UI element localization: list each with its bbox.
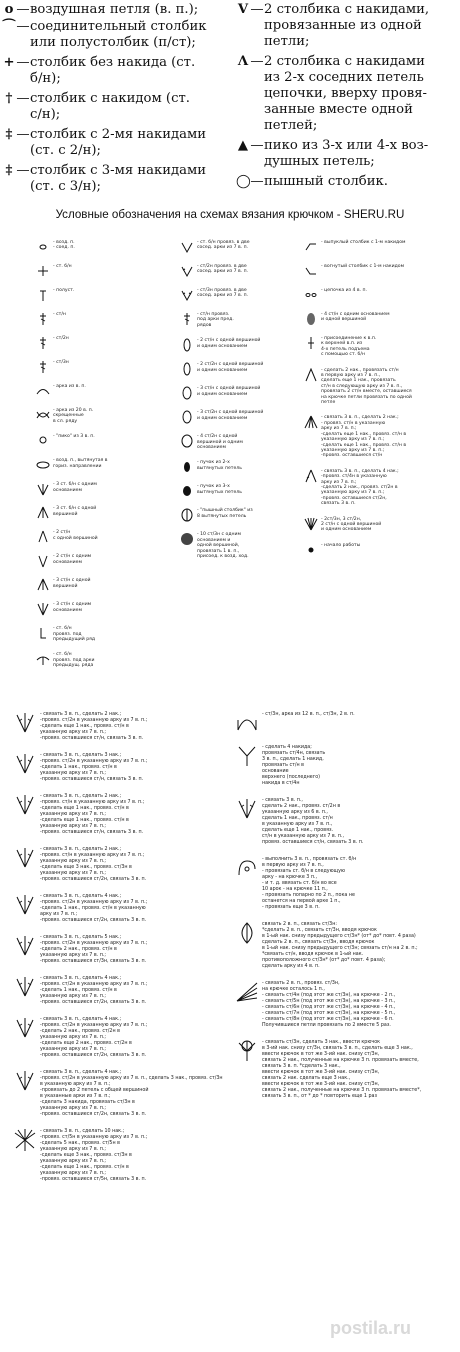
treble-crochet-icon: ‡ — [5, 127, 13, 142]
cluster-icon — [304, 469, 318, 483]
legend-left-item: o — воздушная петля (в. п.); — [2, 2, 232, 18]
fan-icon — [14, 753, 36, 775]
list-item: - 2 ст/н с одним основанием — [36, 554, 156, 568]
star-fan-icon — [14, 1129, 36, 1151]
list-item: - связать 3 в. п., сделать 4 нак.; -провяз. ст/4н в указанную арку из 7 в. п.; -сделать 2 нак., провяз. ст/2н в указанную арку из 7 в. п.; -провяз. оставшиеся ст/2н, связать 3 в. п. — [304, 469, 456, 507]
double-treble-icon: ‡ — [5, 163, 13, 178]
list-item: - связать 3 в. п., сделать 2 нак.; -провяз. ст/н в указанную арку из 7 в. п.; указанную арку из 7 в. п.; -сделать еще 3 нак., провяз. ст/3н в указанную арку из 7 в. п.; -провяз. оставшиеся ст/2н, связать 3 в. п. — [14, 847, 228, 883]
list-item: - связать 3 в. п., сделать 4 нак.; -провяз. ст/2н в указанную арку из 7 в. п.; -сделать 2 нак., провяз. ст/2н в указанную арку из 7 в. п.; -сделать еще 2 нак., провяз. ст/2н в указанную арку из 7 в. п.; -провяз. оставшиеся ст/2н, связать 3 в. п. — [14, 1017, 228, 1059]
list-item: - ст. б/н — [36, 264, 156, 278]
watermark: postila.ru — [330, 1318, 412, 1338]
chain-stitch-icon: o — [4, 2, 14, 17]
list-item: - ст. б/н провяз. под арки предыдущ. ряда — [36, 652, 156, 668]
bobble-icon — [180, 460, 194, 474]
wing-icon — [236, 981, 258, 1003]
list-item: - 3 ст/н с одной вершиной — [36, 578, 156, 592]
cluster-icon — [180, 362, 194, 376]
list-item: - сделать 4 накида; провязать ст/4н, связать 3 в. п., сделать 1 накид, провязать ст/н в основание верхнего (последнего) накида в ст/4н — [236, 745, 458, 787]
stitch-icon — [36, 336, 50, 350]
symbols-column-1 — [36, 240, 156, 679]
single-crochet-icon: + — [3, 55, 15, 70]
list-item: - связать 3 в. п., сделать 3 нак.; -провяз. ст/2н в указанную арку из 7 в. п.; -сделать 1 нак., провяз. ст/н в указанную арку из 7 в. п.; -провяз. оставшиеся ст/н, связать 3 в. п. — [14, 753, 228, 783]
legend-right-item: ▲ — пико из 3-х или 4-х воз- душных петель; — [237, 138, 429, 169]
list-item: - полуст. — [36, 288, 156, 302]
list-item: - возд. п., вытянутая в гориз. направлении — [36, 458, 156, 472]
chain-icon — [36, 240, 50, 254]
fan-icon — [36, 602, 50, 616]
list-item: - 3 ст/н с одним основанием — [36, 602, 156, 616]
raised-stitch-icon — [304, 240, 318, 254]
list-item: - выпуклый столбик с 1-м накидом — [304, 240, 456, 254]
cluster-icon — [180, 410, 194, 424]
list-item: связать 2 в. п., связать ст/3н: *сделать 2 в. п., связать ст/3н, вводя крючок в 1-ый нак. снизу предыдущего ст/3н* (от* до* повт. 4 раза) сделать 2 в. п., связать ст/3н, вводя крючок в 1-ый нак. снизу предыдущего ст/3н; связать ст/н на 2 в. п.; *связать ст/н, вводя крючок в 1-ый нак. противоположного ст/3н* (от* до* повт. 4 раза); сделать арку из 4 в. п. — [236, 922, 458, 970]
decrease-stitch-icon: Λ — [237, 54, 249, 69]
bobble-icon — [180, 484, 194, 498]
cluster-icon — [36, 530, 50, 544]
list-item: - "пышный столбик" из 8 вытянутых петель — [180, 508, 288, 522]
list-item: - ст/2н провяз. в две сосед. арки из 7 в. п. — [180, 264, 288, 278]
fan-icon — [14, 847, 36, 869]
v-stitch-icon: V — [237, 2, 249, 17]
list-item: - начало работы — [304, 543, 456, 557]
list-item: - ст/3н, арка из 12 в. п., ст/3н, 2 в. п. — [236, 712, 458, 734]
list-item: - связать 3 в. п., сделать 4 нак.; -провяз. ст/2н в указанную арку из 7 в. п.; -сделать 1 нак., провяз. ст/н в указанную арку из 7 в. п.; -провяз. оставшиеся ст/2н, связать 3 в. п. — [14, 976, 228, 1006]
legend-left-item: ⌒ — соединительный столбик или полустолбик (п/ст); — [2, 19, 207, 50]
list-item: - выполнить 3 в. п., провязать ст. б/н в первую арку из 7 в. п., - провязать ст. б/н в следующую арку - на крючке 3 п., - и т. д. ввязать ст. б/н во все 10 арок - на крючке 11 п., - провязать попарно по 2 п., пока не останется на первой арке 1 п., - провязать еще 3 в. п. — [236, 857, 458, 911]
leaf-icon — [236, 922, 258, 944]
fan-icon — [14, 894, 36, 916]
picot-icon: ▲ — [237, 138, 249, 153]
legend-right-item: Λ — 2 столбика с накидами из 2-х соседних петель цепочки, вверху провя- занные вместе одной петлей; — [237, 54, 428, 133]
list-item: - связать 2 в. п., провяз. ст/3н, на крючке осталось 1 п., - связать ст/4н (под этот же ст/3н), на крючке - 2 п., - связать ст/5н (под этот же ст/3н), на крючке - 3 п., - связать ст/6н (под этот же ст/3н), на крючке - 4 п., - связать ст/7н (под этот же ст/3н), на крючке - 5 п., - связать ст/8н (под этот же ст/3н), на крючке - 6 п. Получившиеся петли провязать по 2 вместе 5 раз. — [236, 981, 458, 1029]
list-item: - присоединение к в.п. к верхней в.п. из 4-х петель подъема с помощью ст. б/н — [304, 336, 456, 358]
list-item: - 3 ст/2н с одной вершиной и одним основанием — [180, 410, 288, 424]
raised-stitch-icon — [304, 264, 318, 278]
list-item: - пучок из 2-х вытянутых петель — [180, 460, 288, 474]
legend-right-item: ◯ — пышный столбик. — [236, 174, 388, 189]
symbols-column-3 — [304, 240, 456, 567]
stitch-icon — [180, 312, 194, 326]
list-item: - арка из 20 в. п. скрещенные в сл. ряду — [36, 408, 156, 424]
list-item: - ст. б/н провяз. под предыдущий ряд — [36, 626, 156, 642]
cluster-icon — [304, 312, 318, 326]
page-title: Условные обозначения на схемах вязания крючком - SHERU.RU — [55, 208, 405, 221]
chain-icon — [304, 288, 318, 302]
cluster-icon — [36, 506, 50, 520]
instructions-left — [14, 712, 228, 1194]
cluster-icon — [180, 386, 194, 400]
list-item: - 4 ст/н с одним основанием и одной вершиной — [304, 312, 456, 326]
list-item: - сделать 2 нак., провязать ст/н в первую арку из 7 в. п., сделать еще 1 нак., провязать ст/н в следующую арку из 7 в. п., провязать 2 ст/н вместе, оставшиеся на крючке петли провязать по одной петле — [304, 368, 456, 406]
cluster-icon — [36, 578, 50, 592]
list-item: - связать ст/3н, сделать 3 нак., ввести крючок в 3-ий нак. снизу ст/3н, связать 3 в. п., сделать еще 3 нак., ввести крючок в тот же 3-ий нак. снизу ст/3н, связать 2 нак., полученные на крючке 3 п. провязать вместе, связать 3 в. п. *сделать 3 нак., ввести крючок в тот же 3-ий нак. снизу ст/3н, связать 2 нак. сделать еще 3 нак., ввести крючок в тот же 3-ий нак. снизу ст/3н, связать 2 нак., полученные на крючке 3 п. провязать вместе*, связать 3 в. п., от * до * повторить еще 1 раз — [236, 1040, 458, 1100]
flower-icon — [236, 1040, 258, 1062]
long-loop-icon — [36, 458, 50, 472]
plus-icon — [36, 264, 50, 278]
picot-icon — [36, 434, 50, 448]
list-item: - связать 3 в. п., сделать 5 нак.; -провяз. ст/2н в указанную арку из 7 в. п.; -сделать 2 нак., провяз. ст/н в указанную арку из 7 в. п.; -провяз. оставшиеся ст/3н, связать 3 в. п. — [14, 935, 228, 965]
double-crochet-icon: † — [5, 91, 13, 106]
fan-icon — [14, 976, 36, 998]
list-item: - связать 3 в. п., сделать 2 нак.; - провяз. ст/н в указанную арку из 7 в. п.; -сделать еще 1 нак., провяз. ст/н в указанную арку из 7 в. п.; -сделать еще 1 нак., провяз. ст/н в указанную арку из 7 в. п.; -провяз. оставшиеся ст/н — [304, 415, 456, 458]
legend-left-item: ‡ — столбик с 2-мя накидами (ст. с 2/н); — [2, 127, 232, 159]
y-stitch-icon — [236, 745, 258, 767]
list-item: - связать 3 в. п., сделать 2 нак.; -провяз. ст/н в указанную арку из 7 в. п.; -сделать еще 1 нак., провяз. ст/н в указанную арку из 7 в. п.; -сделать еще 1 нак., провяз. ст/н в указанную арку из 7 в. п.; -провяз. оставшиеся ст/н, связать 3 в. п. — [14, 794, 228, 836]
list-item: - 3 ст. б/н с одним основанием — [36, 482, 156, 496]
list-item: - связать 3 в. п., сделать 4 нак.; -провяз. ст/2н в указанную арку из 7 в. п.; -сделать 1 нак., провяз. ст/н в указанную арку из 7 в. п.; -провяз. оставшиеся ст/2н, связать 3 в. п. — [14, 894, 228, 924]
fan-icon — [14, 794, 36, 816]
fan-icon — [36, 554, 50, 568]
list-item: - 2 ст/2н с одной вершиной и одним основанием — [180, 362, 288, 376]
list-item: - пучок из 3-х вытянутых петель — [180, 484, 288, 498]
list-item: - ст/3н провяз. в две сосед. арки из 7 в. п. — [180, 288, 288, 302]
list-item: - связать 3 в. п., сделать 2 нак., провяз. ст/2н в указанную арку из 6 в. п., сделать 1 нак., провяз. ст/н в указанную арку из 7 в. п., сделать еще 1 нак., провяз. ст/н в указанную арку из 7 в. п., провяз. оставшиеся ст/н, связать 3 в. п. — [236, 798, 458, 846]
fan-icon — [36, 482, 50, 496]
fan-icon — [14, 1017, 36, 1039]
instructions-right — [236, 712, 458, 1111]
stitch-icon — [36, 360, 50, 374]
list-item: - ст/2н — [36, 336, 156, 350]
list-item: - 2 ст/н с одной вершиной и одним основанием — [180, 338, 288, 352]
list-item: - 2ст/3н, 3 ст/2н, 2 ст/н с одной вершиной и одним основанием — [304, 517, 456, 533]
stitch-icon — [36, 312, 50, 326]
slip-stitch-icon: ⌒ — [2, 19, 16, 34]
fan-icon — [14, 1070, 36, 1092]
start-icon — [304, 543, 318, 557]
hook-stitch-icon — [36, 626, 50, 640]
list-item: - связать 3 в. п., сделать 10 нак.; -провяз. ст/5н в указанную арку из 7 в. п.; -сделать 5 нак., провяз. ст/5н в указанную арку из 7 в. п.; -сделать еще 3 нак., провяз. ст/3н в указанную арку из 7 в. п.; -сделать еще 1 нак., провяз. ст/н в указанную арку из 7 в. п.; -провяз. оставшиеся ст/5н, связать 3 в. п. — [14, 1129, 228, 1183]
list-item: - 3 ст. б/н с одной вершиной — [36, 506, 156, 520]
list-item: - ст/3н — [36, 360, 156, 374]
fan-icon — [304, 517, 318, 531]
list-item: - цепочка из 4 в. п. — [304, 288, 456, 302]
legend-left-item: + — столбик без накида (ст. б/н); — [3, 55, 196, 86]
join-icon — [180, 288, 194, 302]
list-item: - 4 ст/2н с одной вершиной и одним основанием — [180, 434, 288, 450]
crossed-arch-icon — [36, 408, 50, 422]
legend-left-item: † — столбик с накидом (ст. с/н); — [2, 91, 232, 123]
puff-stitch-icon — [180, 508, 194, 522]
list-item: - ст. б/н провяз. в две сосед. арки из 7 в. п. — [180, 240, 288, 254]
half-stitch-icon — [36, 288, 50, 302]
list-item: - 3 ст/н с одной вершиной и одним основанием — [180, 386, 288, 400]
fan-icon — [236, 798, 258, 820]
legend — [0, 0, 460, 206]
join-icon — [180, 240, 194, 254]
join-icon — [304, 336, 318, 350]
symbols-column-2 — [180, 240, 288, 569]
arch-icon — [236, 712, 258, 734]
legend-right-item: V — 2 столбика с накидами, провязанные из одной петли; — [237, 2, 430, 49]
list-item: - 2 ст/н с одной вершиной — [36, 530, 156, 544]
spiral-icon — [236, 857, 258, 879]
join-icon — [180, 264, 194, 278]
legend-left-item: ‡ — столбик с 3-мя накидами (ст. с 3/н); — [2, 163, 232, 195]
list-item: - связать 3 в. п., сделать 2 нак.; -провяз. ст/2н в указанную арку из 7 в. п.; -сделать еще 1 нак., провяз. ст/н в указанную арку из 7 в. п.; -провяз. оставшиеся ст/н, связать 3 в. п. — [14, 712, 228, 742]
cluster-icon — [180, 338, 194, 352]
puff-stitch-icon: ◯ — [236, 174, 251, 189]
cluster-icon — [180, 434, 194, 448]
list-item: - ст/н провяз. под арки пред. рядов — [180, 312, 288, 328]
decrease-icon — [304, 368, 318, 382]
fan-icon — [14, 935, 36, 957]
list-item: - 10 ст/3н с одним основанием и одной вершиной, провязать 1 в. п., присоед. к возд. ход. — [180, 532, 288, 559]
arch-icon — [36, 384, 50, 398]
under-arch-icon — [36, 652, 50, 666]
list-item: - ст/н — [36, 312, 156, 326]
shell-icon — [180, 532, 194, 546]
fan-icon — [14, 712, 36, 734]
list-item: - возд. п. - соед. п. — [36, 240, 156, 254]
cluster-icon — [304, 415, 318, 429]
list-item: - связать 3 в. п., сделать 4 нак.; -провяз. ст/2н в указанную арку из 7 в. п., сделать 3 нак., провяз. ст/3н в указанную арку из 7 в. п.; -провязать до 2 петель с общей вершиной в указанные арки из 7 в. п.; -сделать 3 накида, провязать ст/3н в указанную арку из 7 в. п.; -провяз. оставшиеся ст/2н, связать 3 в. п. — [14, 1070, 228, 1118]
list-item: - арка из в. п. — [36, 384, 156, 398]
list-item: - вогнутый столбик с 1-м накидом — [304, 264, 456, 278]
list-item: - "пико" из 3 в. п. — [36, 434, 156, 448]
